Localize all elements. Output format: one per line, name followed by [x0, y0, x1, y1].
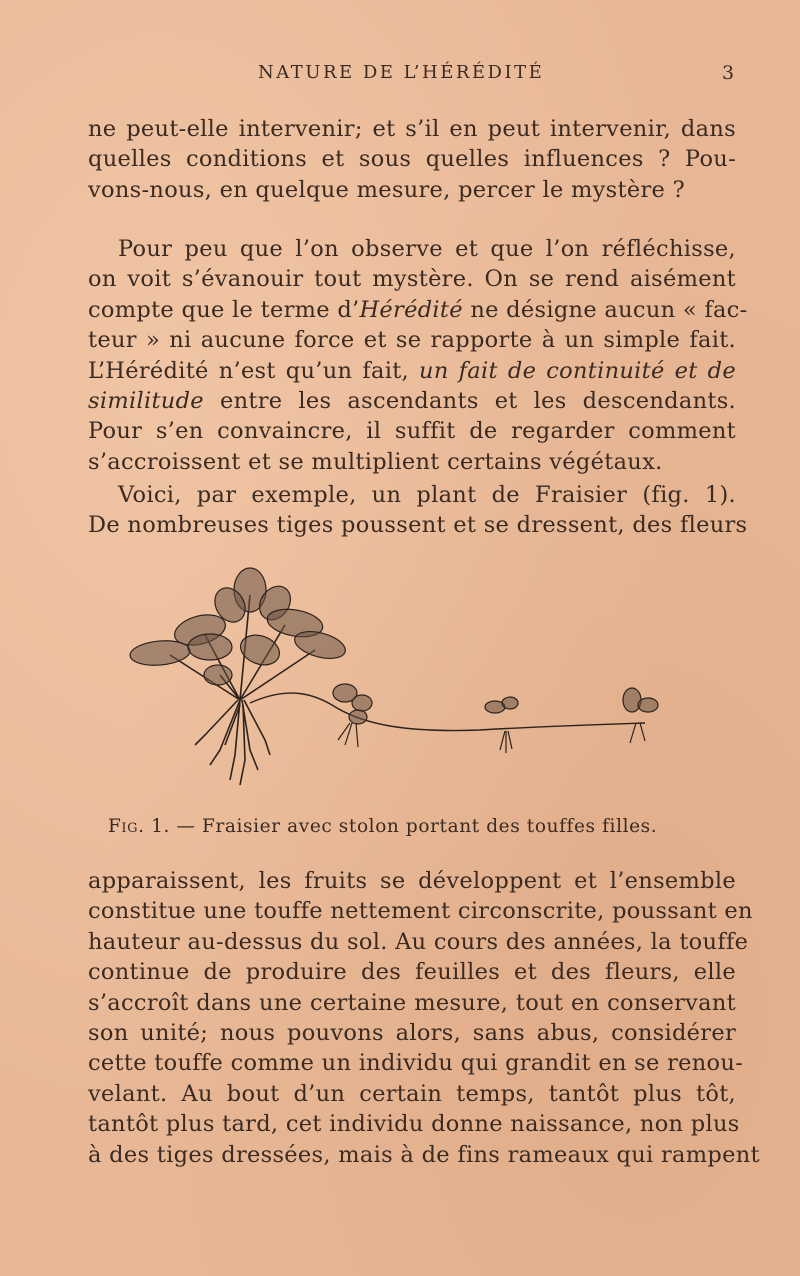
- italic-phrase: similitude: [88, 388, 204, 415]
- italic-phrase: un fait de continuité et de: [419, 357, 736, 384]
- text-run: entre les ascendants et les descendants.: [203, 388, 736, 415]
- text-line: constitue une touffe nettement circonscrite, poussant en: [88, 898, 753, 925]
- text-line: teur » ni aucune force et se rapporte à un simple fait.: [88, 327, 736, 354]
- page-header: [0, 62, 800, 92]
- daughter-roots-2: [500, 731, 512, 753]
- text-line: Pour s’en convaincre, il suffit de regarder comment: [88, 418, 736, 445]
- text-line: on voit s’évanouir tout mystère. On se rend aisément: [88, 266, 736, 293]
- text-line: [88, 386, 736, 416]
- daughter-roots-3: [630, 723, 645, 743]
- figure-caption: [108, 816, 657, 837]
- text-line: s’accroît dans une certaine mesure, tout en conservant: [88, 989, 736, 1016]
- strawberry-plant-illustration: [100, 555, 720, 805]
- text-line: De nombreuses tiges poussent et se dressent, des fleurs: [88, 512, 748, 539]
- text-line: à des tiges dressées, mais à de fins rameaux qui rampent: [88, 1141, 760, 1168]
- paragraph-2: [88, 234, 748, 477]
- text-line: vons-nous, en quelque mesure, percer le mystère ?: [88, 176, 685, 203]
- daughter-tuft-2: [485, 697, 518, 713]
- daughter-tuft-1: [333, 684, 372, 724]
- caption-text: — Fraisier avec stolon portant des touffes filles.: [169, 816, 658, 837]
- paragraph-4: [88, 866, 760, 1170]
- text-line: ne peut-elle intervenir; et s’il en peut intervenir, dans: [88, 116, 736, 142]
- text-line: [88, 295, 748, 325]
- daughter-tuft-3: [623, 688, 658, 712]
- text-run: compte que le terme d’: [88, 296, 360, 323]
- main-plant-leaves: [129, 568, 348, 685]
- paragraph-3: [88, 480, 748, 541]
- text-line: Pour peu que l’on observe et que l’on réfléchisse,: [118, 236, 736, 262]
- figure-label: Fig. 1.: [108, 816, 170, 837]
- text-line: cette touffe comme un individu qui grandit en se renou-: [88, 1050, 744, 1077]
- main-plant-roots: [195, 700, 270, 785]
- text-line: [88, 356, 736, 386]
- text-run: L’Hérédité n’est qu’un fait,: [88, 357, 420, 384]
- text-run: ne désigne aucun « fac-: [462, 296, 748, 323]
- running-title: NATURE DE L’HÉRÉDITÉ: [258, 62, 545, 83]
- page-number: 3: [722, 62, 735, 84]
- text-line: velant. Au bout d’un certain temps, tantôt plus tôt,: [88, 1080, 736, 1107]
- daughter-roots-1: [338, 723, 358, 747]
- italic-term: Hérédité: [359, 296, 463, 323]
- text-line: s’accroissent et se multiplient certains végétaux.: [88, 448, 663, 475]
- text-line: quelles conditions et sous quelles influences ? Pou-: [88, 146, 736, 173]
- text-line: Voici, par exemple, un plant de Fraisier (fig. 1).: [118, 482, 736, 508]
- stolon: [250, 693, 645, 730]
- text-line: son unité; nous pouvons alors, sans abus, considérer: [88, 1020, 736, 1047]
- text-line: tantôt plus tard, cet individu donne naissance, non plus: [88, 1111, 740, 1138]
- paragraph-1: [88, 114, 736, 205]
- text-line: apparaissent, les fruits se développent et l’ensemble: [88, 868, 736, 894]
- text-line: hauteur au-dessus du sol. Au cours des années, la touffe: [88, 928, 749, 955]
- text-line: continue de produire des feuilles et des fleurs, elle: [88, 959, 736, 986]
